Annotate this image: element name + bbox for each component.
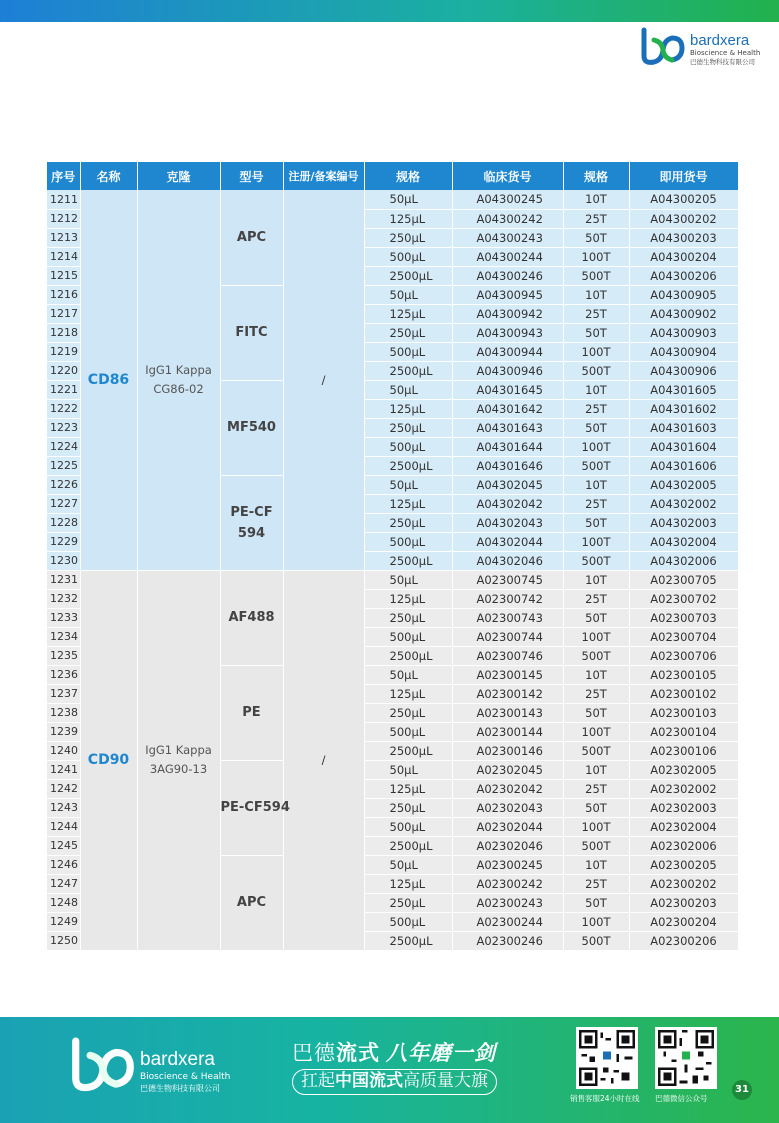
clinical-spec: 125µL bbox=[364, 589, 452, 608]
ready-catalog-no: A02300102 bbox=[629, 684, 738, 703]
footer-brand-sub-cn: 巴德生物科技有限公司 bbox=[140, 1084, 220, 1093]
clinical-catalog-no: A04300944 bbox=[452, 342, 563, 361]
ready-spec: 500T bbox=[563, 646, 629, 665]
ready-spec: 100T bbox=[563, 817, 629, 836]
ready-catalog-no: A02300104 bbox=[629, 722, 738, 741]
row-number: 1215 bbox=[47, 266, 80, 285]
row-number: 1238 bbox=[47, 703, 80, 722]
row-number: 1228 bbox=[47, 513, 80, 532]
row-number: 1236 bbox=[47, 665, 80, 684]
model-label: PE-CF594 bbox=[220, 800, 290, 815]
row-number: 1239 bbox=[47, 722, 80, 741]
qr-code-icon bbox=[579, 1030, 635, 1086]
clinical-catalog-no: A02300145 bbox=[452, 665, 563, 684]
bardxera-logo-icon bbox=[640, 26, 686, 66]
clinical-catalog-no: A02302045 bbox=[452, 760, 563, 779]
row-number: 1220 bbox=[47, 361, 80, 380]
clinical-catalog-no: A02302043 bbox=[452, 798, 563, 817]
clinical-catalog-no: A04300242 bbox=[452, 209, 563, 228]
clone-isotype: IgG1 Kappa bbox=[145, 743, 212, 757]
clinical-spec: 50µL bbox=[364, 665, 452, 684]
product-name: CD86 bbox=[80, 190, 137, 570]
row-number: 1246 bbox=[47, 855, 80, 874]
ready-catalog-no: A02300702 bbox=[629, 589, 738, 608]
row-number: 1240 bbox=[47, 741, 80, 760]
ready-spec: 100T bbox=[563, 342, 629, 361]
model-label: AF488 bbox=[228, 610, 275, 625]
clinical-catalog-no: A04300246 bbox=[452, 266, 563, 285]
product-name: CD90 bbox=[80, 570, 137, 950]
row-number: 1250 bbox=[47, 931, 80, 950]
col-header: 注册/备案编号 bbox=[283, 162, 364, 190]
clinical-spec: 250µL bbox=[364, 798, 452, 817]
clinical-spec: 125µL bbox=[364, 399, 452, 418]
ready-spec: 500T bbox=[563, 456, 629, 475]
ready-spec: 500T bbox=[563, 836, 629, 855]
col-header: 名称 bbox=[80, 162, 137, 190]
ready-catalog-no: A02302003 bbox=[629, 798, 738, 817]
row-number: 1226 bbox=[47, 475, 80, 494]
clinical-catalog-no: A04300945 bbox=[452, 285, 563, 304]
model-cell bbox=[220, 855, 283, 950]
clinical-catalog-no: A02300743 bbox=[452, 608, 563, 627]
ready-spec: 10T bbox=[563, 855, 629, 874]
clinical-spec: 2500µL bbox=[364, 931, 452, 950]
model-cell bbox=[220, 760, 290, 855]
clinical-spec: 2500µL bbox=[364, 361, 452, 380]
clinical-spec: 50µL bbox=[364, 475, 452, 494]
ready-catalog-no: A02300105 bbox=[629, 665, 738, 684]
clinical-catalog-no: A02302044 bbox=[452, 817, 563, 836]
model-label: MF540 bbox=[227, 420, 276, 435]
ready-catalog-no: A04301605 bbox=[629, 380, 738, 399]
ready-catalog-no: A04301603 bbox=[629, 418, 738, 437]
clinical-catalog-no: A02300245 bbox=[452, 855, 563, 874]
ready-catalog-no: A02302004 bbox=[629, 817, 738, 836]
ready-spec: 10T bbox=[563, 760, 629, 779]
ready-spec: 50T bbox=[563, 323, 629, 342]
table-header-row bbox=[47, 162, 738, 190]
ready-catalog-no: A04300904 bbox=[629, 342, 738, 361]
row-number: 1221 bbox=[47, 380, 80, 399]
row-number: 1249 bbox=[47, 912, 80, 931]
clinical-catalog-no: A02300744 bbox=[452, 627, 563, 646]
table-row bbox=[47, 570, 738, 589]
ready-spec: 100T bbox=[563, 627, 629, 646]
clinical-catalog-no: A04300245 bbox=[452, 190, 563, 209]
clinical-catalog-no: A04301644 bbox=[452, 437, 563, 456]
ready-catalog-no: A02302006 bbox=[629, 836, 738, 855]
col-header: 规格 bbox=[364, 162, 452, 190]
clinical-catalog-no: A02302046 bbox=[452, 836, 563, 855]
clinical-catalog-no: A04300943 bbox=[452, 323, 563, 342]
clinical-catalog-no: A04300244 bbox=[452, 247, 563, 266]
qr-caption-wechat: 巴德微信公众号 bbox=[655, 1094, 708, 1103]
ready-catalog-no: A04300902 bbox=[629, 304, 738, 323]
row-number: 1232 bbox=[47, 589, 80, 608]
ready-catalog-no: A02300103 bbox=[629, 703, 738, 722]
row-number: 1242 bbox=[47, 779, 80, 798]
clinical-catalog-no: A04302046 bbox=[452, 551, 563, 570]
ready-catalog-no: A02300203 bbox=[629, 893, 738, 912]
clinical-spec: 2500µL bbox=[364, 836, 452, 855]
table-row bbox=[47, 190, 738, 209]
clinical-catalog-no: A02300742 bbox=[452, 589, 563, 608]
model-label: PE-CF594 bbox=[230, 504, 273, 541]
footer-banner bbox=[0, 1017, 779, 1123]
ready-catalog-no: A04300206 bbox=[629, 266, 738, 285]
clinical-catalog-no: A02300143 bbox=[452, 703, 563, 722]
col-header: 临床货号 bbox=[452, 162, 563, 190]
qr-caption-sales: 销售客服24小时在线 bbox=[570, 1094, 640, 1103]
header-logo bbox=[640, 26, 770, 68]
clinical-spec: 125µL bbox=[364, 494, 452, 513]
ready-spec: 500T bbox=[563, 931, 629, 950]
ready-spec: 25T bbox=[563, 304, 629, 323]
clinical-spec: 2500µL bbox=[364, 741, 452, 760]
ready-catalog-no: A04300905 bbox=[629, 285, 738, 304]
ready-catalog-no: A02302002 bbox=[629, 779, 738, 798]
ready-catalog-no: A02300202 bbox=[629, 874, 738, 893]
clinical-catalog-no: A04301645 bbox=[452, 380, 563, 399]
clone-id: 3AG90-13 bbox=[149, 762, 208, 776]
ready-catalog-no: A02300106 bbox=[629, 741, 738, 760]
col-header: 即用货号 bbox=[629, 162, 738, 190]
ready-spec: 100T bbox=[563, 247, 629, 266]
bardxera-logo-icon bbox=[70, 1035, 136, 1093]
qr-code-wechat[interactable] bbox=[655, 1027, 717, 1089]
ready-spec: 25T bbox=[563, 399, 629, 418]
ready-spec: 50T bbox=[563, 418, 629, 437]
row-number: 1223 bbox=[47, 418, 80, 437]
clinical-catalog-no: A02300246 bbox=[452, 931, 563, 950]
clinical-spec: 250µL bbox=[364, 893, 452, 912]
clinical-catalog-no: A02300144 bbox=[452, 722, 563, 741]
ready-catalog-no: A04302003 bbox=[629, 513, 738, 532]
clinical-spec: 500µL bbox=[364, 627, 452, 646]
ready-spec: 100T bbox=[563, 912, 629, 931]
row-number: 1243 bbox=[47, 798, 80, 817]
ready-spec: 100T bbox=[563, 437, 629, 456]
ready-catalog-no: A04300205 bbox=[629, 190, 738, 209]
ready-spec: 10T bbox=[563, 475, 629, 494]
clinical-spec: 50µL bbox=[364, 380, 452, 399]
clinical-spec: 250µL bbox=[364, 608, 452, 627]
qr-code-icon bbox=[658, 1030, 714, 1086]
clinical-spec: 2500µL bbox=[364, 646, 452, 665]
ready-spec: 10T bbox=[563, 285, 629, 304]
model-label: APC bbox=[236, 895, 267, 910]
footer-logo bbox=[70, 1035, 240, 1095]
clinical-spec: 50µL bbox=[364, 855, 452, 874]
ready-spec: 50T bbox=[563, 703, 629, 722]
ready-catalog-no: A02300705 bbox=[629, 570, 738, 589]
ready-catalog-no: A04302004 bbox=[629, 532, 738, 551]
ready-catalog-no: A04301602 bbox=[629, 399, 738, 418]
ready-spec: 10T bbox=[563, 665, 629, 684]
row-number: 1229 bbox=[47, 532, 80, 551]
row-number: 1225 bbox=[47, 456, 80, 475]
page-number: 31 bbox=[732, 1080, 752, 1100]
clinical-spec: 500µL bbox=[364, 247, 452, 266]
row-number: 1248 bbox=[47, 893, 80, 912]
clinical-spec: 500µL bbox=[364, 817, 452, 836]
ready-spec: 10T bbox=[563, 190, 629, 209]
ready-spec: 10T bbox=[563, 380, 629, 399]
col-header: 克隆 bbox=[137, 162, 220, 190]
clinical-spec: 125µL bbox=[364, 779, 452, 798]
clone-isotype: IgG1 Kappa bbox=[145, 362, 212, 377]
clinical-spec: 50µL bbox=[364, 190, 452, 209]
row-number: 1244 bbox=[47, 817, 80, 836]
clinical-catalog-no: A04302045 bbox=[452, 475, 563, 494]
model-cell bbox=[220, 190, 283, 285]
ready-spec: 25T bbox=[563, 684, 629, 703]
clinical-catalog-no: A04300243 bbox=[452, 228, 563, 247]
ready-spec: 500T bbox=[563, 361, 629, 380]
ready-catalog-no: A04301606 bbox=[629, 456, 738, 475]
clinical-catalog-no: A04301646 bbox=[452, 456, 563, 475]
row-number: 1245 bbox=[47, 836, 80, 855]
ready-spec: 500T bbox=[563, 266, 629, 285]
ready-spec: 500T bbox=[563, 551, 629, 570]
row-number: 1213 bbox=[47, 228, 80, 247]
ready-spec: 500T bbox=[563, 741, 629, 760]
slogan-line-1: 巴德流式 八年磨一剑 bbox=[292, 1040, 496, 1065]
row-number: 1222 bbox=[47, 399, 80, 418]
clinical-catalog-no: A04302043 bbox=[452, 513, 563, 532]
model-label: FITC bbox=[235, 325, 268, 340]
row-number: 1241 bbox=[47, 760, 80, 779]
ready-spec: 25T bbox=[563, 209, 629, 228]
clinical-catalog-no: A02300146 bbox=[452, 741, 563, 760]
clinical-spec: 500µL bbox=[364, 912, 452, 931]
clinical-catalog-no: A02300242 bbox=[452, 874, 563, 893]
clinical-catalog-no: A02300243 bbox=[452, 893, 563, 912]
row-number: 1219 bbox=[47, 342, 80, 361]
ready-spec: 50T bbox=[563, 798, 629, 817]
brand-name: bardxera bbox=[690, 32, 750, 49]
ready-catalog-no: A02302005 bbox=[629, 760, 738, 779]
row-number: 1218 bbox=[47, 323, 80, 342]
ready-catalog-no: A02300204 bbox=[629, 912, 738, 931]
clinical-spec: 250µL bbox=[364, 418, 452, 437]
ready-catalog-no: A04300202 bbox=[629, 209, 738, 228]
ready-spec: 50T bbox=[563, 228, 629, 247]
clinical-spec: 125µL bbox=[364, 684, 452, 703]
row-number: 1217 bbox=[47, 304, 80, 323]
model-cell bbox=[220, 380, 283, 475]
ready-catalog-no: A04302006 bbox=[629, 551, 738, 570]
clinical-spec: 250µL bbox=[364, 513, 452, 532]
product-table bbox=[47, 162, 739, 951]
model-label: APC bbox=[236, 229, 267, 245]
row-number: 1247 bbox=[47, 874, 80, 893]
clinical-spec: 500µL bbox=[364, 437, 452, 456]
clinical-spec: 500µL bbox=[364, 342, 452, 361]
clinical-spec: 250µL bbox=[364, 323, 452, 342]
ready-spec: 25T bbox=[563, 779, 629, 798]
clinical-spec: 250µL bbox=[364, 228, 452, 247]
row-number: 1235 bbox=[47, 646, 80, 665]
ready-spec: 100T bbox=[563, 722, 629, 741]
registration-number: / bbox=[283, 190, 364, 570]
row-number: 1214 bbox=[47, 247, 80, 266]
clinical-spec: 2500µL bbox=[364, 551, 452, 570]
ready-catalog-no: A02300704 bbox=[629, 627, 738, 646]
clone-cell bbox=[137, 190, 220, 570]
brand-sub-cn: 巴德生物科技有限公司 bbox=[690, 58, 755, 66]
row-number: 1227 bbox=[47, 494, 80, 513]
ready-catalog-no: A04300903 bbox=[629, 323, 738, 342]
table-body bbox=[47, 190, 738, 950]
clinical-catalog-no: A02302042 bbox=[452, 779, 563, 798]
clinical-catalog-no: A04300942 bbox=[452, 304, 563, 323]
col-header: 型号 bbox=[220, 162, 283, 190]
clinical-catalog-no: A04301642 bbox=[452, 399, 563, 418]
ready-catalog-no: A04302002 bbox=[629, 494, 738, 513]
clinical-spec: 125µL bbox=[364, 209, 452, 228]
ready-catalog-no: A02300206 bbox=[629, 931, 738, 950]
ready-catalog-no: A02300703 bbox=[629, 608, 738, 627]
clinical-catalog-no: A04300946 bbox=[452, 361, 563, 380]
clinical-spec: 50µL bbox=[364, 570, 452, 589]
model-label: PE bbox=[242, 705, 261, 720]
row-number: 1211 bbox=[47, 190, 80, 209]
top-gradient-bar bbox=[0, 0, 779, 22]
col-header: 规格 bbox=[563, 162, 629, 190]
clinical-spec: 250µL bbox=[364, 703, 452, 722]
clinical-catalog-no: A02300746 bbox=[452, 646, 563, 665]
clone-id: CG86-02 bbox=[153, 381, 204, 396]
brand-sub-en: Bioscience & Health bbox=[690, 49, 761, 57]
ready-catalog-no: A04300203 bbox=[629, 228, 738, 247]
slogan-line-2: 扛起中国流式高质量大旗 bbox=[292, 1069, 497, 1095]
clone-cell bbox=[137, 570, 220, 950]
col-header: 序号 bbox=[47, 162, 80, 190]
row-number: 1234 bbox=[47, 627, 80, 646]
row-number: 1231 bbox=[47, 570, 80, 589]
clinical-catalog-no: A02300244 bbox=[452, 912, 563, 931]
row-number: 1212 bbox=[47, 209, 80, 228]
clinical-spec: 500µL bbox=[364, 532, 452, 551]
ready-spec: 10T bbox=[563, 570, 629, 589]
ready-spec: 25T bbox=[563, 874, 629, 893]
clinical-catalog-no: A02300142 bbox=[452, 684, 563, 703]
clinical-catalog-no: A04301643 bbox=[452, 418, 563, 437]
row-number: 1216 bbox=[47, 285, 80, 304]
ready-spec: 50T bbox=[563, 513, 629, 532]
ready-catalog-no: A04302005 bbox=[629, 475, 738, 494]
clinical-spec: 50µL bbox=[364, 760, 452, 779]
model-cell bbox=[220, 285, 283, 380]
model-cell bbox=[220, 570, 283, 665]
ready-catalog-no: A04300906 bbox=[629, 361, 738, 380]
clinical-catalog-no: A04302042 bbox=[452, 494, 563, 513]
ready-spec: 25T bbox=[563, 589, 629, 608]
ready-catalog-no: A02300205 bbox=[629, 855, 738, 874]
clinical-spec: 2500µL bbox=[364, 266, 452, 285]
ready-spec: 50T bbox=[563, 608, 629, 627]
qr-code-sales[interactable] bbox=[576, 1027, 638, 1089]
registration-number: / bbox=[283, 570, 364, 950]
footer-brand-name: bardxera bbox=[140, 1049, 215, 1070]
row-number: 1233 bbox=[47, 608, 80, 627]
ready-spec: 50T bbox=[563, 893, 629, 912]
clinical-catalog-no: A02300745 bbox=[452, 570, 563, 589]
ready-catalog-no: A04300204 bbox=[629, 247, 738, 266]
ready-spec: 25T bbox=[563, 494, 629, 513]
clinical-spec: 125µL bbox=[364, 304, 452, 323]
model-cell bbox=[220, 665, 283, 760]
ready-spec: 100T bbox=[563, 532, 629, 551]
footer-brand-sub-en: Bioscience & Health bbox=[140, 1072, 231, 1082]
clinical-spec: 2500µL bbox=[364, 456, 452, 475]
clinical-spec: 125µL bbox=[364, 874, 452, 893]
row-number: 1237 bbox=[47, 684, 80, 703]
clinical-spec: 50µL bbox=[364, 285, 452, 304]
row-number: 1224 bbox=[47, 437, 80, 456]
clinical-catalog-no: A04302044 bbox=[452, 532, 563, 551]
model-cell bbox=[220, 475, 283, 570]
ready-catalog-no: A02300706 bbox=[629, 646, 738, 665]
row-number: 1230 bbox=[47, 551, 80, 570]
ready-catalog-no: A04301604 bbox=[629, 437, 738, 456]
clinical-spec: 500µL bbox=[364, 722, 452, 741]
